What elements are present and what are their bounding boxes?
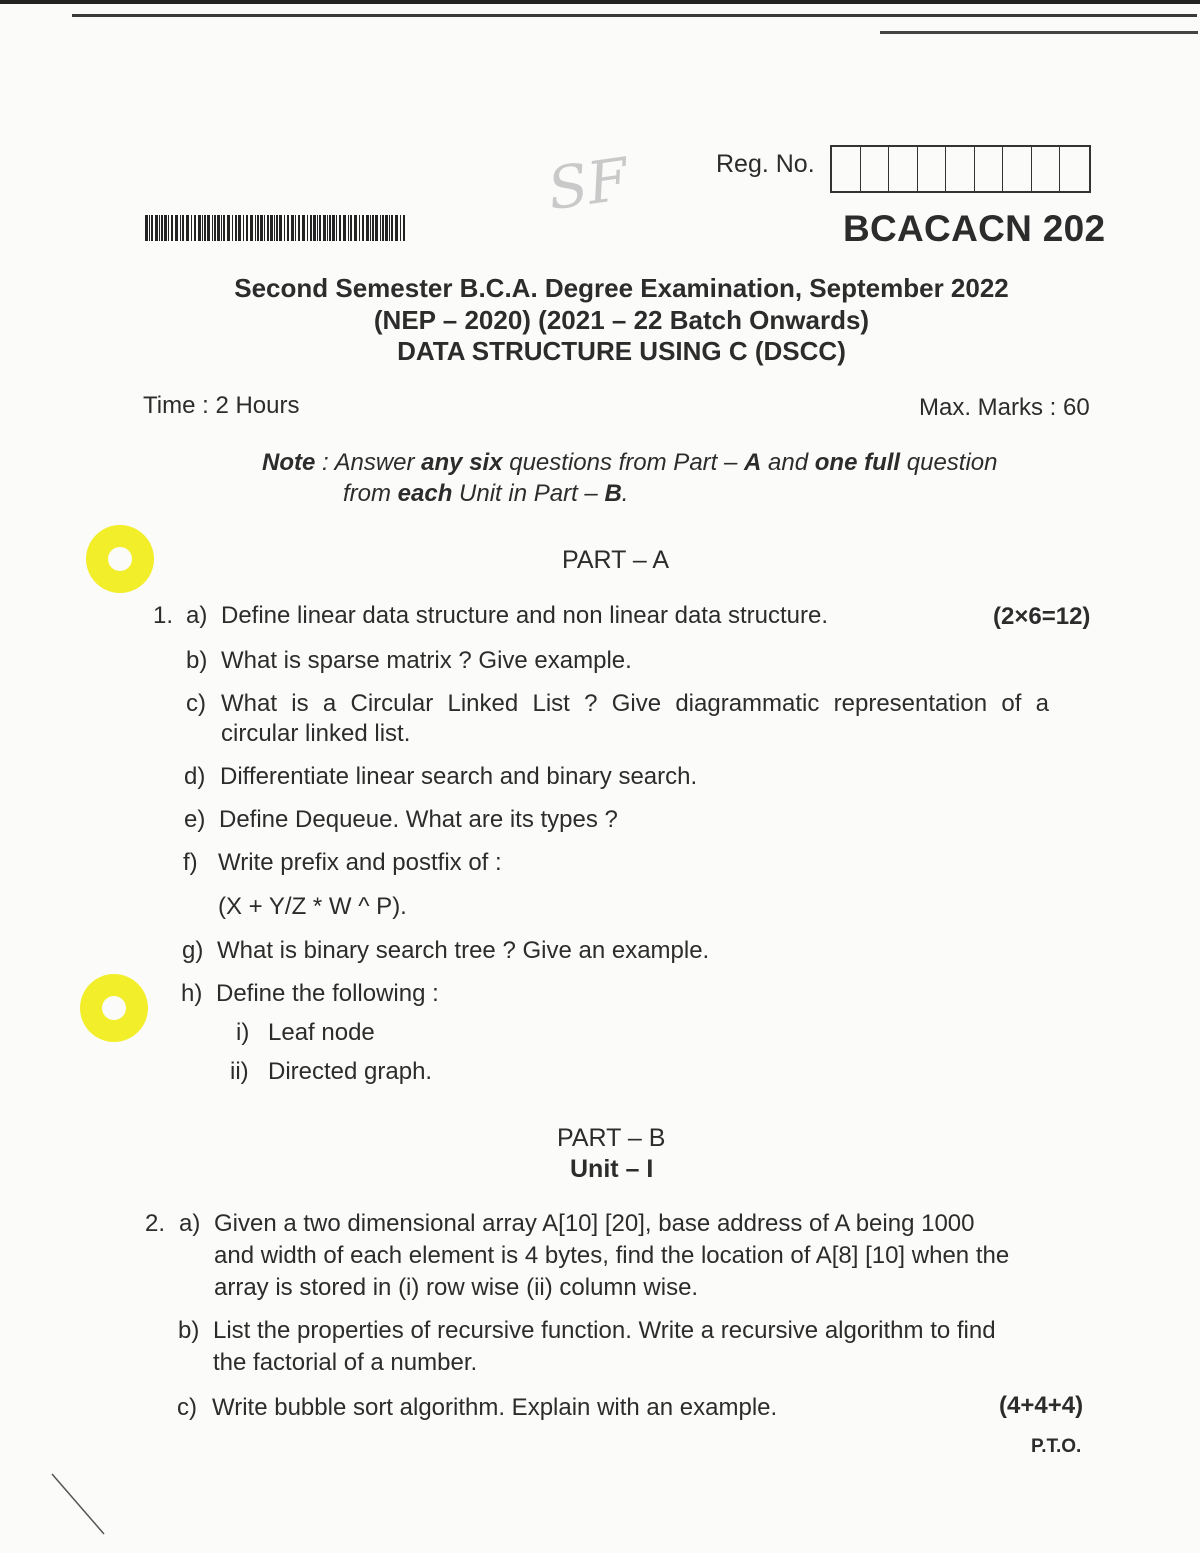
barcode-bar bbox=[359, 215, 360, 241]
paper-code: BCACACN 202 bbox=[843, 208, 1106, 249]
question-text: Define the following : bbox=[216, 980, 439, 1007]
exam-scheme: (NEP – 2020) (2021 – 22 Batch Onwards) bbox=[373, 305, 870, 335]
barcode-bar bbox=[182, 215, 184, 241]
reg-box[interactable] bbox=[918, 147, 947, 191]
barcode-bar bbox=[186, 215, 189, 241]
header-rule-right bbox=[880, 31, 1198, 34]
page-turn-over: P.T.O. bbox=[1031, 1436, 1082, 1457]
barcode-bar bbox=[336, 215, 337, 241]
barcode-bar bbox=[264, 215, 265, 241]
punch-hole-sticker bbox=[80, 974, 148, 1042]
barcode-bar bbox=[255, 215, 256, 241]
barcode-bar bbox=[151, 215, 153, 241]
question-label: e) bbox=[184, 806, 206, 833]
punch-hole-sticker bbox=[86, 525, 154, 593]
barcode-bar bbox=[403, 215, 405, 241]
barcode-bar bbox=[175, 215, 178, 241]
question-text: Define Dequeue. What are its types ? bbox=[219, 806, 618, 833]
barcode-bar bbox=[145, 215, 148, 241]
barcode-bar bbox=[395, 215, 398, 241]
part-b-marks: (4+4+4) bbox=[999, 1392, 1084, 1419]
barcode-bar bbox=[274, 215, 275, 241]
barcode-bar bbox=[198, 215, 201, 241]
sub-item-text: Leaf node bbox=[268, 1019, 375, 1046]
barcode-bar bbox=[329, 215, 331, 241]
barcode-bar bbox=[257, 215, 259, 241]
question-label: c) bbox=[177, 1394, 197, 1421]
scan-mark bbox=[50, 1470, 110, 1540]
question-label: a) bbox=[186, 602, 208, 629]
barcode-bar bbox=[391, 215, 393, 241]
question-text: What is binary search tree ? Give an example. bbox=[217, 937, 710, 964]
barcode-bar bbox=[221, 215, 222, 241]
barcode-bar bbox=[350, 215, 352, 241]
question-text: and width of each element is 4 bytes, find the location of A[8] [10] when the bbox=[214, 1242, 1010, 1269]
barcode-bar bbox=[313, 215, 316, 241]
question-text: Write bubble sort algorithm. Explain with an example. bbox=[212, 1394, 778, 1421]
barcode-bar bbox=[287, 215, 289, 241]
barcode-bar bbox=[217, 215, 220, 241]
exam-title: Second Semester B.C.A. Degree Examination, September 2022 bbox=[234, 273, 1009, 303]
barcode-bar bbox=[214, 215, 216, 241]
part-b-heading: PART – B bbox=[557, 1124, 666, 1152]
barcode-bar bbox=[246, 215, 248, 241]
barcode-bar bbox=[310, 215, 312, 241]
part-a-heading: PART – A bbox=[562, 546, 670, 574]
barcode-bar bbox=[302, 215, 305, 241]
barcode-bar bbox=[317, 215, 318, 241]
exam-time: Time : 2 Hours bbox=[143, 392, 300, 419]
part-a-marks: (2×6=12) bbox=[993, 603, 1091, 630]
question-text: array is stored in (i) row wise (ii) column wise. bbox=[214, 1274, 699, 1301]
question-label: h) bbox=[181, 980, 203, 1007]
barcode-bar bbox=[380, 215, 381, 241]
barcode-bar bbox=[339, 215, 341, 241]
barcode-bar bbox=[243, 215, 244, 241]
barcode-bar bbox=[295, 215, 296, 241]
reg-no-label: Reg. No. bbox=[716, 150, 815, 178]
barcode-bar bbox=[307, 215, 308, 241]
instructions-note: Note : Answer any six questions from Part – A and one full question from each Unit in Part – B. bbox=[262, 449, 998, 507]
barcode-bar bbox=[343, 215, 346, 241]
barcode-bar bbox=[327, 215, 328, 241]
barcode-bar bbox=[161, 215, 163, 241]
reg-box[interactable] bbox=[1003, 147, 1032, 191]
question-label: d) bbox=[184, 763, 206, 790]
question-text: List the properties of recursive function. Write a recursive algorithm to find bbox=[213, 1317, 996, 1344]
barcode-bar bbox=[298, 215, 300, 241]
barcode-bar bbox=[250, 215, 253, 241]
barcode-bar bbox=[354, 215, 357, 241]
barcode-bar bbox=[362, 215, 364, 241]
barcode-bar bbox=[332, 215, 335, 241]
barcode-bar bbox=[382, 215, 384, 241]
sub-item-label: i) bbox=[236, 1019, 250, 1046]
question-text: the factorial of a number. bbox=[213, 1349, 478, 1376]
barcode bbox=[145, 215, 407, 241]
question-text: Differentiate linear search and binary search. bbox=[220, 763, 698, 790]
barcode-bar bbox=[194, 215, 196, 241]
reg-box[interactable] bbox=[1032, 147, 1061, 191]
note-label: Note bbox=[262, 449, 316, 476]
question-text-continued: circular linked list. bbox=[221, 720, 411, 747]
barcode-bar bbox=[372, 215, 374, 241]
barcode-bar bbox=[284, 215, 285, 241]
barcode-bar bbox=[279, 215, 282, 241]
question-text: What is a Circular Linked List ? Give diagrammatic representation of a bbox=[221, 690, 1049, 717]
reg-box[interactable] bbox=[889, 147, 918, 191]
reg-box[interactable] bbox=[861, 147, 890, 191]
question-text: Given a two dimensional array A[10] [20], base address of A being 1000 bbox=[214, 1210, 975, 1237]
barcode-bar bbox=[270, 215, 273, 241]
barcode-bar bbox=[223, 215, 225, 241]
subject-title: DATA STRUCTURE USING C (DSCC) bbox=[397, 336, 846, 366]
max-marks: Max. Marks : 60 bbox=[919, 394, 1090, 421]
barcode-bar bbox=[191, 215, 192, 241]
question-number: 2. bbox=[145, 1210, 166, 1237]
barcode-bar bbox=[207, 215, 210, 241]
scan-top-border bbox=[0, 0, 1200, 4]
barcode-bar bbox=[238, 215, 241, 241]
barcode-bar bbox=[366, 215, 369, 241]
reg-box[interactable] bbox=[832, 147, 861, 191]
barcode-bar bbox=[370, 215, 371, 241]
barcode-bar bbox=[267, 215, 269, 241]
reg-no-boxes[interactable] bbox=[830, 145, 1091, 193]
question-label: a) bbox=[179, 1210, 201, 1237]
barcode-bar bbox=[159, 215, 160, 241]
barcode-bar bbox=[232, 215, 233, 241]
sub-item-text: Directed graph. bbox=[268, 1058, 433, 1085]
barcode-bar bbox=[385, 215, 388, 241]
barcode-bar bbox=[227, 215, 230, 241]
barcode-bar bbox=[171, 215, 173, 241]
barcode-bar bbox=[260, 215, 263, 241]
question-label: g) bbox=[182, 937, 204, 964]
reg-box[interactable] bbox=[975, 147, 1004, 191]
barcode-bar bbox=[155, 215, 158, 241]
handwritten-initials: SF bbox=[543, 144, 633, 224]
question-label: f) bbox=[183, 849, 198, 876]
barcode-bar bbox=[323, 215, 326, 241]
barcode-bar bbox=[164, 215, 167, 241]
barcode-bar bbox=[202, 215, 203, 241]
header-rule bbox=[72, 14, 1197, 17]
reg-box[interactable] bbox=[946, 147, 975, 191]
question-text: What is sparse matrix ? Give example. bbox=[221, 647, 632, 674]
barcode-bar bbox=[291, 215, 294, 241]
reg-box[interactable] bbox=[1060, 147, 1089, 191]
barcode-bar bbox=[319, 215, 321, 241]
barcode-bar bbox=[180, 215, 181, 241]
question-label: b) bbox=[186, 647, 208, 674]
sub-item-label: ii) bbox=[230, 1058, 249, 1085]
unit-heading: Unit – I bbox=[570, 1155, 654, 1183]
question-text: Write prefix and postfix of : bbox=[218, 849, 502, 876]
barcode-bar bbox=[149, 215, 150, 241]
barcode-bar bbox=[212, 215, 213, 241]
barcode-bar bbox=[276, 215, 278, 241]
question-number: 1. bbox=[153, 602, 174, 629]
barcode-bar bbox=[235, 215, 237, 241]
barcode-bar bbox=[389, 215, 390, 241]
barcode-bar bbox=[375, 215, 378, 241]
question-text: Define linear data structure and non linear data structure. bbox=[221, 602, 829, 629]
question-label: b) bbox=[178, 1317, 200, 1344]
barcode-bar bbox=[400, 215, 401, 241]
barcode-bar bbox=[348, 215, 349, 241]
barcode-bar bbox=[204, 215, 206, 241]
question-label: c) bbox=[186, 690, 206, 717]
expression: (X + Y/Z * W ^ P). bbox=[218, 893, 407, 920]
barcode-bar bbox=[168, 215, 169, 241]
